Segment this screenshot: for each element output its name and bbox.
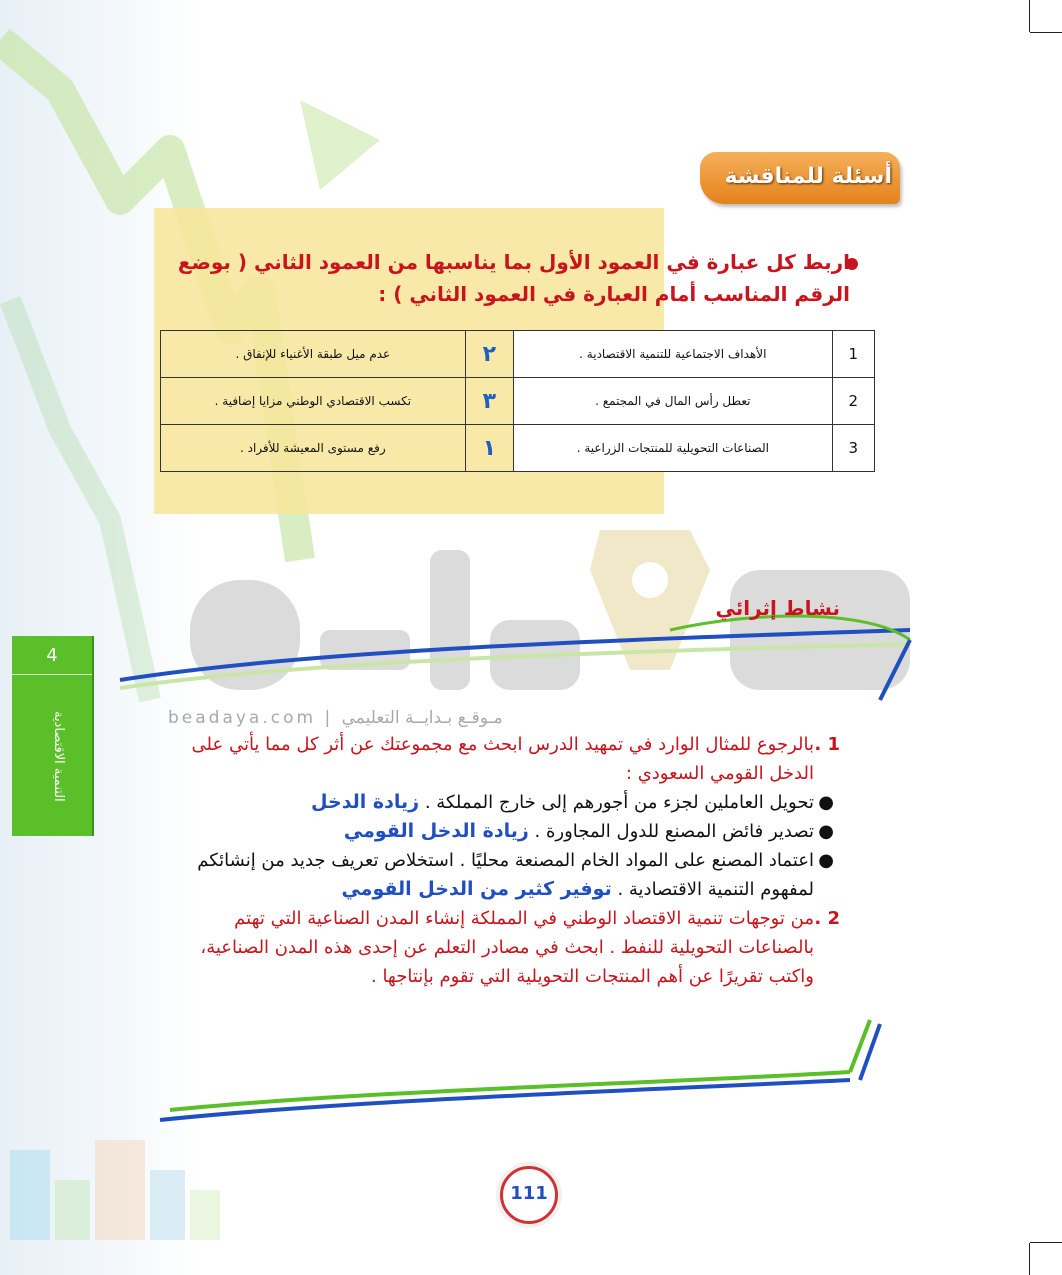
crop-mark — [1030, 1242, 1062, 1243]
list-item — [160, 817, 840, 846]
bullet-text: اعتماد المصنع على المواد الخام المصنعة محليًا . استخلاص تعريف جديد من إنشائكم لمفهوم التنمية الاقتصادية . — [197, 850, 814, 900]
column-one-cell: تعطل رأس المال في المجتمع . — [514, 378, 832, 425]
bullet-icon: ● — [818, 821, 834, 842]
bullet-icon: ● — [818, 792, 834, 813]
column-two-cell: رفع مستوى المعيشة للأفراد . — [161, 425, 466, 472]
row-number: 2 — [832, 378, 874, 425]
table-row — [161, 425, 875, 472]
discussion-instruction: اربط كل عبارة في العمود الأول بما يناسبها من العمود الثاني ( بوضع الرقم المناسب أمام العبارة في العمود الثاني ) : — [177, 250, 850, 306]
table-row — [161, 331, 875, 378]
discussion-heading: أسئلة للمناقشة — [724, 164, 892, 189]
answer-cell: ٣ — [465, 378, 513, 425]
question-number: 1 . — [814, 734, 840, 755]
column-one-cell: الصناعات التحويلية للمنتجات الزراعية . — [514, 425, 832, 472]
question-number: 2 . — [814, 908, 840, 929]
activity-frame-bottom — [150, 1010, 890, 1140]
question-text: بالرجوع للمثال الوارد في تمهيد الدرس ابحث مع مجموعتك عن أثر كل مما يأتي على الدخل القومي السعودي : — [191, 734, 814, 784]
page-number-badge — [500, 1166, 558, 1224]
column-two-cell: عدم ميل طبقة الأغنياء للإنفاق . — [161, 331, 466, 378]
column-two-cell: تكسب الاقتصادي الوطني مزايا إضافية . — [161, 378, 466, 425]
answer-text: توفير كثير من الدخل القومي — [341, 878, 612, 900]
bullet-text: تصدير فائض المصنع للدول المجاورة . — [534, 821, 814, 842]
watermark-text: beadaya.com | مـوقـع بـدايــة التعليمي — [168, 708, 503, 728]
row-number: 3 — [832, 425, 874, 472]
chapter-title: التنمية الاقتصادية — [51, 710, 66, 802]
page-number: 111 — [510, 1183, 548, 1204]
answer-text: زيادة الدخل القومي — [343, 820, 529, 842]
bullet-icon: ● — [818, 850, 834, 871]
row-number: 1 — [832, 331, 874, 378]
matching-table — [160, 330, 875, 472]
list-item — [160, 788, 840, 817]
chapter-side-tab — [12, 636, 94, 836]
crop-mark — [1029, 1243, 1030, 1275]
question-text: من توجهات تنمية الاقتصاد الوطني في المملكة إنشاء المدن الصناعية التي تهتم بالصناعات التحويلية للنفط . ابحث في مصادر التعلم عن إحدى هذه المدن الصناعية، واكتب تقريرًا عن أهم المنتجات التحويلية التي تقوم بإنتاجها . — [200, 908, 814, 987]
crop-mark — [1030, 32, 1062, 33]
activity-content — [160, 730, 840, 991]
column-one-cell: الأهداف الاجتماعية للتنمية الاقتصادية . — [514, 331, 832, 378]
question-one — [160, 730, 840, 788]
activity-heading: نشاط إثرائي — [715, 596, 840, 620]
chapter-number: 4 — [12, 638, 92, 675]
question-two — [160, 904, 840, 991]
answer-cell: ٢ — [465, 331, 513, 378]
discussion-heading-banner — [700, 152, 900, 204]
bullet-text: تحويل العاملين لجزء من أجورهم إلى خارج المملكة . — [424, 792, 814, 813]
list-item — [160, 846, 840, 904]
answer-text: زيادة الدخل — [311, 791, 420, 813]
answer-cell: ١ — [465, 425, 513, 472]
table-row — [161, 378, 875, 425]
crop-mark — [1029, 0, 1030, 32]
